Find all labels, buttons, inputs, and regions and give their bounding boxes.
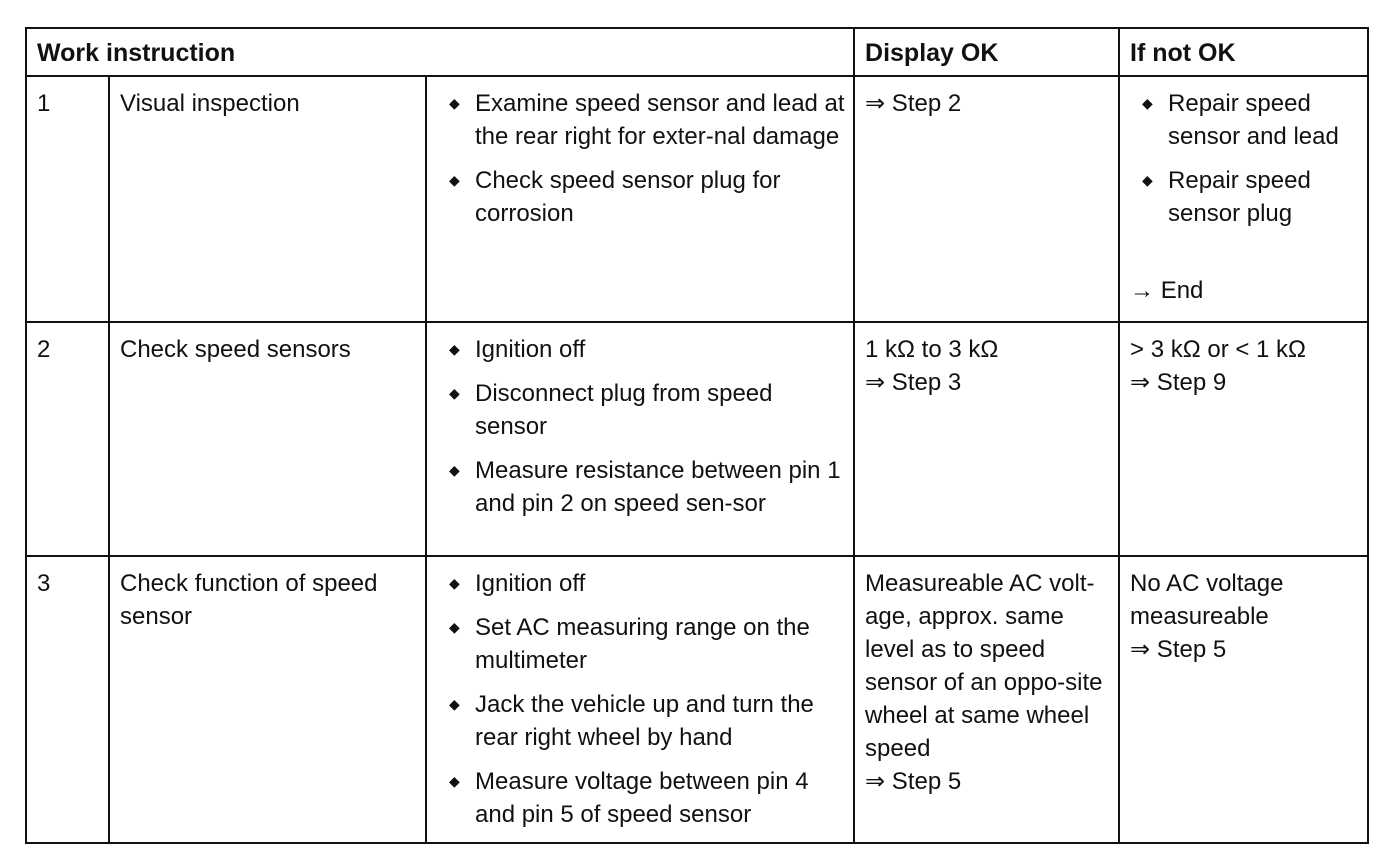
list-item: ◆ Measure resistance between pin 1 and pin 2 on speed sen-sor [437, 454, 845, 520]
diamond-bullet-icon: ◆ [1142, 172, 1153, 188]
instruction-cell [426, 556, 854, 843]
list-item: ◆ Ignition off [437, 567, 845, 600]
diamond-bullet-icon: ◆ [449, 619, 460, 635]
diamond-bullet-icon: ◆ [449, 341, 460, 357]
step-title: Visual inspection [109, 76, 426, 322]
list-item: ◆ Set AC measuring range on the multimeter [437, 611, 845, 677]
header-display-ok: Display OK [854, 28, 1119, 76]
header-if-not-ok: If not OK [1119, 28, 1368, 76]
diamond-bullet-icon: ◆ [449, 462, 460, 478]
not-ok-cell [1119, 76, 1368, 322]
diamond-bullet-icon: ◆ [1142, 95, 1153, 111]
not-ok-cell: No AC voltage measureable ⇒ Step 5 [1119, 556, 1368, 843]
display-ok-cell: ⇒ Step 2 [854, 76, 1119, 322]
list-item: ◆ Repair speed sensor plug [1130, 164, 1359, 230]
step-title: Check speed sensors [109, 322, 426, 556]
list-item: ◆ Measure voltage between pin 4 and pin 5 of speed sensor [437, 765, 845, 831]
header-row [26, 28, 1368, 76]
diamond-bullet-icon: ◆ [449, 575, 460, 591]
instruction-cell [426, 322, 854, 556]
list-item: ◆ Repair speed sensor and lead [1130, 87, 1359, 153]
list-item: ◆ Jack the vehicle up and turn the rear right wheel by hand [437, 688, 845, 754]
instruction-cell [426, 76, 854, 322]
end-link: → End [1130, 277, 1204, 304]
list-item: ◆ Check speed sensor plug for corrosion [437, 164, 845, 230]
list-item: ◆ Ignition off [437, 333, 845, 366]
step-number: 3 [26, 556, 109, 843]
work-instruction-table [25, 27, 1369, 844]
diamond-bullet-icon: ◆ [449, 95, 460, 111]
display-ok-cell: Measureable AC volt-age, approx. same level as to speed sensor of an oppo-site wheel at same wheel speed ⇒ Step 5 [854, 556, 1119, 843]
step-title: Check function of speed sensor [109, 556, 426, 843]
diamond-bullet-icon: ◆ [449, 172, 460, 188]
table-row [26, 322, 1368, 556]
step-number: 2 [26, 322, 109, 556]
step-number: 1 [26, 76, 109, 322]
table-row [26, 556, 1368, 843]
list-item: ◆ Examine speed sensor and lead at the rear right for exter-nal damage [437, 87, 845, 153]
diamond-bullet-icon: ◆ [449, 773, 460, 789]
list-item: ◆ Disconnect plug from speed sensor [437, 377, 845, 443]
diamond-bullet-icon: ◆ [449, 385, 460, 401]
display-ok-cell: 1 kΩ to 3 kΩ ⇒ Step 3 [854, 322, 1119, 556]
not-ok-cell: > 3 kΩ or < 1 kΩ ⇒ Step 9 [1119, 322, 1368, 556]
diamond-bullet-icon: ◆ [449, 696, 460, 712]
header-work-instruction: Work instruction [26, 28, 854, 76]
table-row [26, 76, 1368, 322]
